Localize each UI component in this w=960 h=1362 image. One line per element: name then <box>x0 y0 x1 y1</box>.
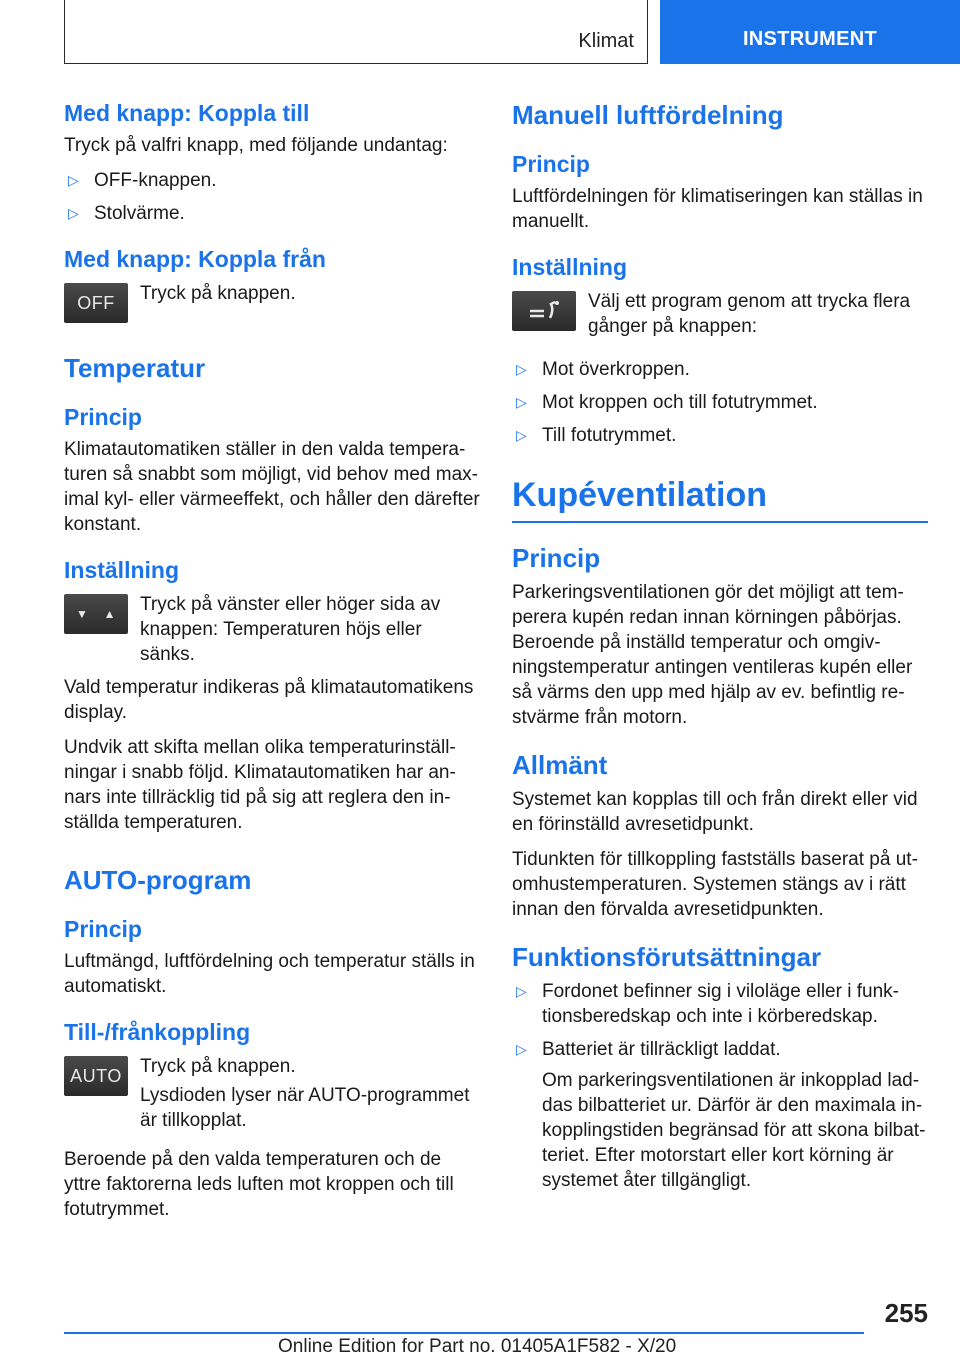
bullet-icon: ▷ <box>516 983 527 999</box>
paragraph-installning-manuell: Välj ett program genom att trycka flera gånger på knappen: <box>588 291 911 337</box>
heading-princip: Princip <box>64 404 142 430</box>
paragraph-tryck-knappen: Tryck på knappen. <box>140 283 296 304</box>
paragraph-princip-auto: Luftmängd, luftfördelning och temperatur ställs in automatiskt. <box>64 951 475 997</box>
off-button-icon: OFF <box>64 283 128 323</box>
temp-button-row <box>64 592 480 671</box>
heading-till-frankoppling: Till-/frånkoppling <box>64 1019 251 1045</box>
auto-button-row <box>64 1054 480 1137</box>
heading-temperatur: Temperatur <box>64 353 206 383</box>
heading-princip: Princip <box>64 916 142 942</box>
header-chapter-tab: INSTRUMENT <box>660 0 960 64</box>
arrow-down-icon: ▼ <box>76 607 89 621</box>
paragraph-princip-manuell: Luftfördelningen för klimatiseringen kan ställas in manuellt. <box>512 186 923 232</box>
bullet-icon: ▷ <box>516 394 527 410</box>
auto-button-icon: AUTO <box>64 1056 128 1096</box>
paragraph-beroende: Beroende på den valda temperaturen och de yttre faktorerna leds luften mot kroppen och till fotutrymmet. <box>64 1149 454 1220</box>
list-forutsattningar <box>512 979 928 1193</box>
paragraph-vald-temp: Vald temperatur indikeras på klimatautomatikens display. <box>64 677 474 723</box>
header-section-title: Klimat <box>578 30 634 52</box>
paragraph-koppla-till: Tryck på valfri knapp, med följande undantag: <box>64 135 448 156</box>
paragraph-allmant-2: Tidunkten för tillkoppling fastställs baserat på ut‐omhustemperaturen. Systemen stängs av i rätt innan den förvalda avresetidpunkten. <box>512 849 918 920</box>
bullet-icon: ▷ <box>516 1041 527 1057</box>
right-column <box>512 100 928 1205</box>
airflow-symbol-icon <box>524 300 564 322</box>
paragraph-installning-temp: Tryck på vänster eller höger sida av knappen: Temperaturen höjs eller sänks. <box>140 594 441 665</box>
heading-princip: Princip <box>512 151 590 177</box>
bullet-icon: ▷ <box>68 205 79 221</box>
paragraph-undvik: Undvik att skifta mellan olika temperaturinställ‐ningar i snabb följd. Klimatautomatiken har an‐nars inte tillräcklig tid på sig att reglera den in‐ställda temperaturen. <box>64 737 456 833</box>
heading-koppla-till: Med knapp: Koppla till <box>64 100 310 126</box>
heading-installning: Inställning <box>64 557 179 583</box>
heading-funktionsforutsattningar: Funktionsförutsättningar <box>512 942 822 972</box>
off-button-row <box>64 281 480 323</box>
header-frame <box>64 0 648 64</box>
heading-kupeventilation: Kupéventilation <box>512 476 928 523</box>
paragraph-princip-temp: Klimatautomatiken ställer in den valda tempera‐turen så snabbt som möjligt, vid behov med max‐imal kyl- eller värmeeffekt, och håller den därefter konstant. <box>64 439 480 535</box>
paragraph-batteri-info: Om parkeringsventilationen är inkopplad lad‐das bilbatteriet ur. Därför är den maximala in‐kopplingstiden begränsad för att skona bilbat‐teriet. Efter motorstart eller kort körning är systemet åter tillgängligt. <box>542 1070 926 1191</box>
paragraph-allmant-1: Systemet kan kopplas till och från direkt eller vid en förinställd avresetidpunkt. <box>512 789 918 835</box>
list-undantag <box>64 168 480 226</box>
page-number: 255 <box>884 1298 928 1328</box>
heading-princip: Princip <box>512 543 601 573</box>
bullet-icon: ▷ <box>516 427 527 443</box>
list-item: ▷ Mot överkroppen. <box>516 359 690 380</box>
paragraph-princip-kupe: Parkeringsventilationen gör det möjligt att tem‐perera kupén redan innan körningen påbörjas. Beroende på inställd temperatur och omgiv‐ningstemperatur antingen ventileras kupén eller så värms den upp med hjälp av ev. befintlig re‐stvärme från motorn. <box>512 582 913 728</box>
heading-koppla-fran: Med knapp: Koppla från <box>64 246 326 272</box>
list-item: ▷ Fordonet befinner sig i viloläge eller i funk‐tionsberedskap och inte i körberedskap. <box>516 981 899 1027</box>
footer-edition: Online Edition for Part no. 01405A1F582 - X/20 <box>278 1336 677 1357</box>
list-item: ▷ Till fotutrymmet. <box>516 425 677 446</box>
heading-manuell-luftfordelning: Manuell luftfördelning <box>512 100 784 130</box>
airflow-button-row <box>512 289 928 343</box>
list-item: ▷ Mot kroppen och till fotutrymmet. <box>516 392 818 413</box>
temperature-button-icon <box>64 594 128 634</box>
airflow-distribution-icon <box>512 291 576 331</box>
heading-auto-program: AUTO-program <box>64 865 252 895</box>
list-item: ▷ OFF-knappen. <box>68 170 217 191</box>
list-item: ▷ Stolvärme. <box>68 203 185 224</box>
paragraph-tryck-knappen: Tryck på knappen. <box>140 1056 296 1077</box>
arrow-up-icon: ▲ <box>103 607 116 621</box>
bullet-icon: ▷ <box>68 172 79 188</box>
list-item: ▷ Batteriet är tillräckligt laddat. Om parkeringsventilationen är inkopplad lad‐das bilbatteriet ur. Därför är den maximala in‐kopplingstiden begränsad för att skona bilbat‐teriet. Efter motorstart eller kort körning är systemet åter tillgängligt. <box>512 1037 928 1193</box>
heading-allmant: Allmänt <box>512 750 608 780</box>
left-column <box>64 100 480 1232</box>
list-program <box>512 357 928 448</box>
footer-divider <box>64 1332 864 1334</box>
paragraph-lysdiod: Lysdioden lyser när AUTO-programmet är tillkopplat. <box>140 1085 470 1131</box>
heading-installning: Inställning <box>512 254 627 280</box>
bullet-icon: ▷ <box>516 361 527 377</box>
